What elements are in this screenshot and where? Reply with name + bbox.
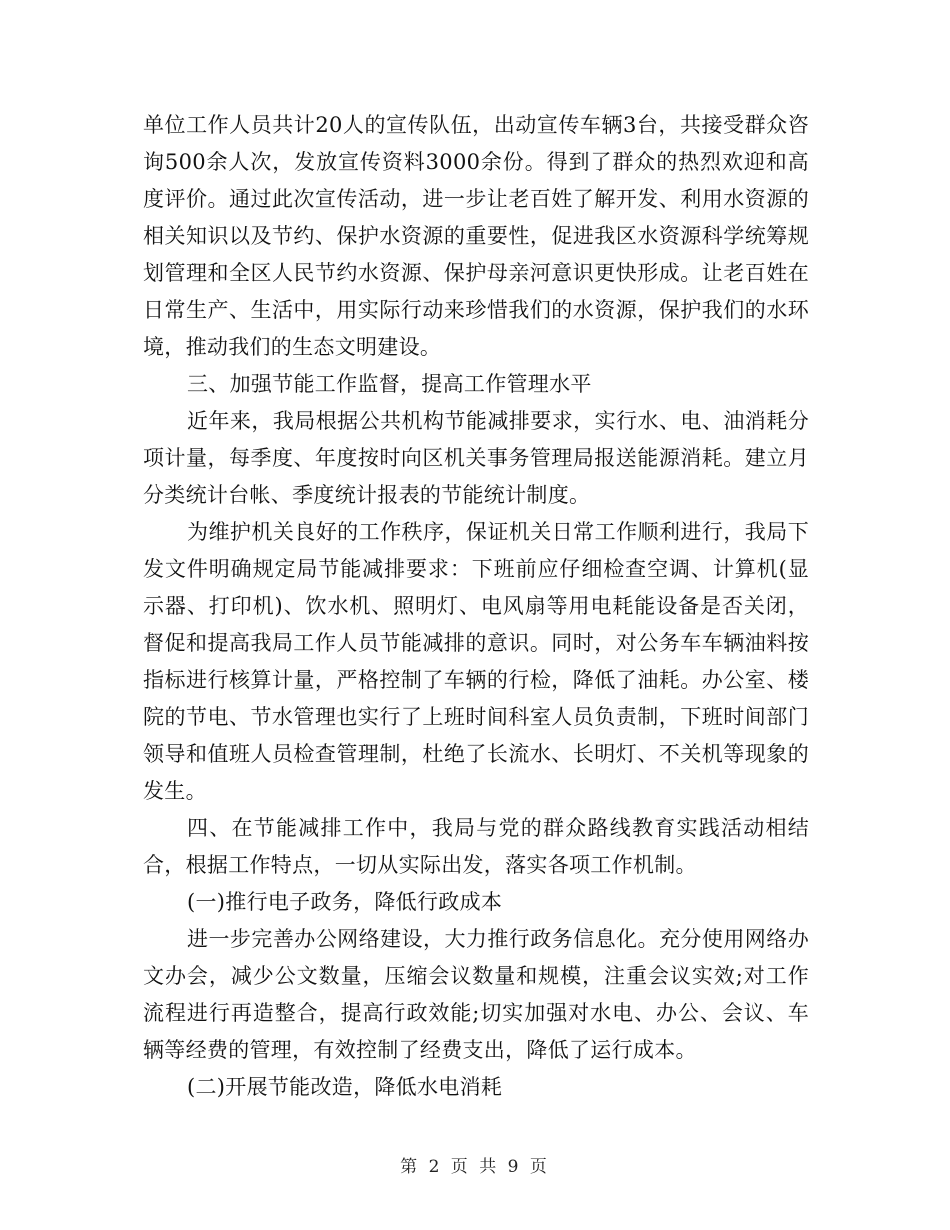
- paragraph-energy-metering: 近年来，我局根据公共机构节能减排要求，实行水、电、油消耗分项计量，每季度、年度按时向区机关事务管理局报送能源消耗。建立月分类统计台帐、季度统计报表的节能统计制度。: [143, 409, 809, 507]
- paragraph-e-government: 进一步完善办公网络建设，大力推行政务信息化。充分使用网络办文办会，减少公文数量，压缩会议数量和规模，注重会议实效;对工作流程进行再造整合，提高行政效能;切实加强对水电、办公、会议、车辆等经费的管理，有效控制了经费支出，降低了运行成本。: [143, 927, 809, 1062]
- page-number-footer: 第 2 页 共 9 页: [400, 1157, 550, 1177]
- section-heading-four: 四、在节能减排工作中，我局与党的群众路线教育实践活动相结合，根据工作特点，一切从实际出发，落实各项工作机制。: [143, 816, 809, 877]
- subheading-energy-retrofit: (二)开展节能改造，降低水电消耗: [187, 1075, 503, 1099]
- paragraph-publicity-results: 单位工作人员共计20人的宣传队伍，出动宣传车辆3台，共接受群众咨询500余人次，发放宣传资料3000余份。得到了群众的热烈欢迎和高度评价。通过此次宣传活动，进一步让老百姓了解开发、利用水资源的相关知识以及节约、保护水资源的重要性，促进我区水资源科学统筹规划管理和全区人民节约水资源、保护母亲河意识更快形成。让老百姓在日常生产、生活中，用实际行动来珍惜我们的水资源，保护我们的水环境，推动我们的生态文明建设。: [143, 113, 809, 359]
- document-body: [143, 107, 809, 1106]
- section-heading-three: 三、加强节能工作监督，提高工作管理水平: [187, 372, 592, 396]
- subheading-e-government: (一)推行电子政务，降低行政成本: [187, 890, 503, 914]
- paragraph-office-rules: 为维护机关良好的工作秩序，保证机关日常工作顺利进行，我局下发文件明确规定局节能减排要求：下班前应仔细检查空调、计算机(显示器、打印机)、饮水机、照明灯、电风扇等用电耗能设备是否关闭，督促和提高我局工作人员节能减排的意识。同时，对公务车车辆油料按指标进行核算计量，严格控制了车辆的行检，降低了油耗。办公室、楼院的节电、节水管理也实行了上班时间科室人员负责制，下班时间部门领导和值班人员检查管理制，杜绝了长流水、长明灯、不关机等现象的发生。: [143, 520, 809, 803]
